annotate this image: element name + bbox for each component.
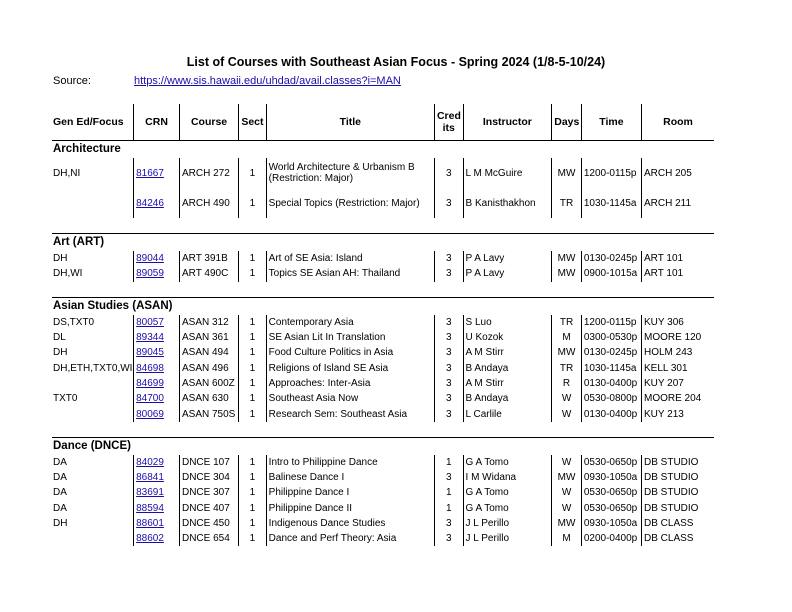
cell-course: ASAN 494	[179, 345, 238, 360]
cell-days: W	[552, 406, 582, 421]
cell-ge: DH,ETH,TXT0,WI	[53, 362, 133, 374]
section-header	[52, 234, 714, 252]
cell-ge	[52, 188, 134, 218]
crn-link[interactable]: 80069	[136, 408, 164, 420]
cell-time: 0530-0650p	[581, 485, 641, 500]
cell-cred: 3	[434, 391, 463, 406]
cell-days: TR	[552, 315, 582, 330]
cell-title: SE Asian Lit In Translation	[266, 330, 434, 345]
cell-title: Balinese Dance I	[266, 470, 434, 485]
section-header	[52, 297, 714, 315]
cell-days: MW	[552, 266, 582, 281]
crn-cell	[134, 406, 180, 421]
cell-days: W	[552, 391, 582, 406]
cell-title: Indigenous Dance Studies	[266, 516, 434, 531]
crn-cell	[134, 158, 180, 188]
cell-sect: 1	[239, 360, 267, 375]
crn-link[interactable]: 89045	[136, 347, 164, 359]
cell-title: Contemporary Asia	[266, 315, 434, 330]
cell-days: TR	[552, 360, 582, 375]
course-table-body	[52, 141, 714, 547]
cell-course: ART 490C	[179, 266, 238, 281]
cell-course: DNCE 307	[179, 485, 238, 500]
cell-ge: DA	[53, 487, 67, 499]
cell-instructor: G A Tomo	[463, 485, 552, 500]
cell-title: World Architecture & Urbanism B (Restriction: Major)	[266, 158, 434, 188]
cell-days: W	[552, 485, 582, 500]
cell-instructor: A M Stirr	[463, 345, 552, 360]
cell-instructor: L Carlile	[463, 406, 552, 421]
table-row	[52, 158, 714, 188]
cell-time: 0130-0245p	[581, 345, 641, 360]
crn-cell	[134, 315, 180, 330]
cell-sect: 1	[239, 485, 267, 500]
cell-ge: DA	[53, 456, 67, 468]
cell-ge: DL	[53, 332, 66, 344]
cell-cred: 3	[434, 251, 463, 266]
table-row	[52, 188, 714, 218]
cell-ge: TXT0	[53, 393, 78, 405]
cell-room: KUY 207	[642, 376, 715, 391]
cell-room: ART 101	[642, 251, 715, 266]
cell-days: W	[552, 501, 582, 516]
cell-course: ASAN 600Z	[179, 376, 238, 391]
crn-cell	[134, 531, 180, 546]
cell-days: MW	[552, 251, 582, 266]
cell-cred: 3	[434, 158, 463, 188]
cell-ge: DA	[53, 472, 67, 484]
crn-cell	[134, 266, 180, 281]
cell-cred: 3	[434, 330, 463, 345]
crn-link[interactable]: 88601	[136, 518, 164, 529]
cell-instructor: U Kozok	[463, 330, 552, 345]
cell-ge	[52, 376, 134, 391]
cell-ge: DS,TXT0	[53, 316, 95, 328]
cell-sect: 1	[239, 266, 267, 281]
cell-time: 0900-1015a	[581, 266, 641, 281]
cell-days: MW	[552, 345, 582, 360]
cell-time: 0530-0650p	[581, 501, 641, 516]
table-row	[52, 455, 714, 470]
cell-sect: 1	[239, 158, 267, 188]
cell-course: ASAN 750S	[179, 406, 238, 421]
table-row	[52, 470, 714, 485]
cell-course: DNCE 107	[179, 455, 238, 470]
cell-room: KUY 306	[642, 315, 715, 330]
cell-sect: 1	[239, 531, 267, 546]
header-title: Title	[266, 104, 434, 141]
table-row	[52, 406, 714, 421]
crn-link[interactable]: 89059	[136, 268, 164, 280]
source-link[interactable]: https://www.sis.hawaii.edu/uhdad/avail.classes?i=MAN	[134, 75, 401, 87]
cell-time: 0200-0400p	[581, 531, 641, 546]
cell-sect: 1	[239, 501, 267, 516]
cell-cred: 1	[434, 455, 463, 470]
cell-ge: DH	[53, 253, 68, 265]
section-title: Asian Studies (ASAN)	[52, 297, 714, 315]
cell-cred: 3	[434, 360, 463, 375]
cell-time: 0930-1050a	[581, 470, 641, 485]
cell-room: DB STUDIO	[642, 485, 715, 500]
source-label: Source:	[53, 75, 91, 87]
cell-title: Religions of Island SE Asia	[266, 360, 434, 375]
cell-time: 0930-1050a	[581, 516, 641, 531]
cell-days: M	[552, 531, 582, 546]
cell-title: Southeast Asia Now	[266, 391, 434, 406]
crn-link[interactable]: 81667	[136, 167, 164, 179]
cell-title: Approaches: Inter-Asia	[266, 376, 434, 391]
cell-course: DNCE 304	[179, 470, 238, 485]
cell-sect: 1	[239, 406, 267, 421]
crn-cell	[134, 360, 180, 375]
header-credits: Cred its	[434, 104, 463, 141]
cell-ge	[52, 406, 134, 421]
cell-cred: 3	[434, 406, 463, 421]
header-sect: Sect	[239, 104, 267, 141]
crn-link[interactable]: 89044	[136, 253, 164, 265]
cell-course: ARCH 272	[179, 158, 238, 188]
cell-room: DB STUDIO	[642, 501, 715, 516]
cell-instructor: J L Perillo	[463, 531, 552, 546]
section-title: Art (ART)	[52, 234, 714, 252]
cell-cred: 3	[434, 266, 463, 281]
cell-title: Special Topics (Restriction: Major)	[266, 188, 434, 218]
header-instructor: Instructor	[463, 104, 552, 141]
cell-instructor: J L Perillo	[463, 516, 552, 531]
cell-instructor: A M Stirr	[463, 376, 552, 391]
cell-time: 0300-0530p	[581, 330, 641, 345]
crn-link[interactable]: 84698	[136, 362, 164, 374]
cell-room: DB STUDIO	[642, 455, 715, 470]
table-row	[52, 391, 714, 406]
cell-instructor: G A Tomo	[463, 501, 552, 516]
cell-time: 1200-0115p	[581, 158, 641, 188]
course-table	[52, 104, 714, 546]
cell-room: MOORE 204	[642, 391, 715, 406]
cell-course: DNCE 654	[179, 531, 238, 546]
cell-ge: DH	[53, 518, 68, 529]
cell-ge: DH,WI	[53, 268, 83, 280]
crn-link[interactable]: 84246	[136, 197, 164, 209]
cell-title: Topics SE Asian AH: Thailand	[266, 266, 434, 281]
page-title: List of Courses with Southeast Asian Focus - Spring 2024 (1/8-5-10/24)	[186, 55, 606, 69]
cell-sect: 1	[239, 470, 267, 485]
cell-title: Food Culture Politics in Asia	[266, 345, 434, 360]
section-spacer	[52, 282, 714, 298]
cell-time: 0530-0800p	[581, 391, 641, 406]
crn-link[interactable]: 86841	[136, 472, 164, 484]
cell-instructor: I M Widana	[463, 470, 552, 485]
crn-cell	[134, 376, 180, 391]
cell-cred: 1	[434, 485, 463, 500]
cell-room: KELL 301	[642, 360, 715, 375]
crn-cell	[134, 485, 180, 500]
table-row	[52, 485, 714, 500]
cell-room: MOORE 120	[642, 330, 715, 345]
table-row	[52, 251, 714, 266]
cell-days: MW	[552, 158, 582, 188]
cell-course: ASAN 312	[179, 315, 238, 330]
header-row	[52, 104, 714, 141]
table-row	[52, 376, 714, 391]
crn-link[interactable]: 84029	[136, 456, 164, 468]
cell-instructor: G A Tomo	[463, 455, 552, 470]
cell-title: Philippine Dance II	[266, 501, 434, 516]
cell-room: HOLM 243	[642, 345, 715, 360]
cell-days: M	[552, 330, 582, 345]
cell-title: Dance and Perf Theory: Asia	[266, 531, 434, 546]
cell-cred: 3	[434, 315, 463, 330]
crn-link[interactable]: 83691	[136, 487, 164, 499]
cell-room: DB CLASS	[642, 516, 715, 531]
table-row	[52, 360, 714, 375]
crn-cell	[134, 391, 180, 406]
cell-course: DNCE 407	[179, 501, 238, 516]
table-row	[52, 315, 714, 330]
cell-instructor: L M McGuire	[463, 158, 552, 188]
cell-instructor: B Kanisthakhon	[463, 188, 552, 218]
crn-link[interactable]: 88594	[136, 502, 164, 514]
cell-time: 0530-0650p	[581, 455, 641, 470]
cell-cred: 3	[434, 470, 463, 485]
cell-cred: 3	[434, 345, 463, 360]
cell-sect: 1	[239, 455, 267, 470]
crn-cell	[134, 345, 180, 360]
section-spacer	[52, 218, 714, 234]
cell-room: DB CLASS	[642, 531, 715, 546]
crn-cell	[134, 516, 180, 531]
section-title: Architecture	[53, 143, 121, 155]
cell-room: ART 101	[642, 266, 715, 281]
cell-time: 0130-0400p	[581, 406, 641, 421]
cell-sect: 1	[239, 188, 267, 218]
cell-time: 0130-0400p	[581, 376, 641, 391]
cell-course: ASAN 496	[179, 360, 238, 375]
cell-instructor: B Andaya	[463, 360, 552, 375]
cell-instructor: P A Lavy	[463, 266, 552, 281]
cell-ge	[52, 531, 134, 546]
header-course: Course	[179, 104, 238, 141]
crn-link[interactable]: 88602	[136, 533, 164, 545]
cell-instructor: P A Lavy	[463, 251, 552, 266]
cell-time: 1030-1145a	[581, 188, 641, 218]
section-header	[52, 437, 714, 455]
cell-cred: 3	[434, 188, 463, 218]
cell-course: ARCH 490	[179, 188, 238, 218]
cell-sect: 1	[239, 345, 267, 360]
cell-ge: DH,NI	[53, 167, 81, 179]
table-row	[52, 345, 714, 360]
cell-time: 0130-0245p	[581, 251, 641, 266]
cell-title: Research Sem: Southeast Asia	[266, 406, 434, 421]
crn-cell	[134, 455, 180, 470]
cell-sect: 1	[239, 315, 267, 330]
cell-course: ASAN 630	[179, 391, 238, 406]
header-ge: Gen Ed/Focus	[52, 104, 134, 141]
cell-time: 1030-1145a	[581, 360, 641, 375]
header-time: Time	[581, 104, 641, 141]
cell-sect: 1	[239, 251, 267, 266]
cell-title: Intro to Philippine Dance	[266, 455, 434, 470]
cell-room: ARCH 211	[642, 188, 715, 218]
header-crn: CRN	[134, 104, 180, 141]
cell-course: ASAN 361	[179, 330, 238, 345]
cell-sect: 1	[239, 330, 267, 345]
crn-cell	[134, 188, 180, 218]
crn-cell	[134, 501, 180, 516]
cell-days: R	[552, 376, 582, 391]
section-title: Dance (DNCE)	[52, 437, 714, 455]
cell-ge: DA	[53, 502, 67, 514]
crn-link[interactable]: 89344	[136, 332, 164, 344]
header-room: Room	[642, 104, 715, 141]
cell-instructor: B Andaya	[463, 391, 552, 406]
cell-time: 1200-0115p	[581, 315, 641, 330]
cell-room: KUY 213	[642, 406, 715, 421]
cell-sect: 1	[239, 516, 267, 531]
cell-cred: 3	[434, 376, 463, 391]
crn-link[interactable]: 84700	[136, 393, 164, 405]
crn-cell	[134, 251, 180, 266]
cell-days: TR	[552, 188, 582, 218]
cell-days: MW	[552, 470, 582, 485]
cell-room: ARCH 205	[642, 158, 715, 188]
cell-cred: 3	[434, 516, 463, 531]
crn-link[interactable]: 80057	[136, 316, 164, 328]
cell-ge: DH	[53, 347, 68, 359]
crn-cell	[134, 470, 180, 485]
crn-link[interactable]: 84699	[136, 377, 164, 389]
crn-cell	[134, 330, 180, 345]
header-days: Days	[552, 104, 582, 141]
section-header	[52, 141, 714, 159]
section-spacer	[52, 422, 714, 438]
cell-sect: 1	[239, 391, 267, 406]
cell-instructor: S Luo	[463, 315, 552, 330]
cell-sect: 1	[239, 376, 267, 391]
cell-title: Art of SE Asia: Island	[266, 251, 434, 266]
table-row	[52, 266, 714, 281]
cell-cred: 3	[434, 531, 463, 546]
cell-days: MW	[552, 516, 582, 531]
cell-title: Philippine Dance I	[266, 485, 434, 500]
cell-days: W	[552, 455, 582, 470]
cell-course: ART 391B	[179, 251, 238, 266]
cell-course: DNCE 450	[179, 516, 238, 531]
cell-room: DB STUDIO	[642, 470, 715, 485]
table-row	[52, 516, 714, 531]
table-row	[52, 501, 714, 516]
table-row	[52, 531, 714, 546]
cell-cred: 1	[434, 501, 463, 516]
table-row	[52, 330, 714, 345]
